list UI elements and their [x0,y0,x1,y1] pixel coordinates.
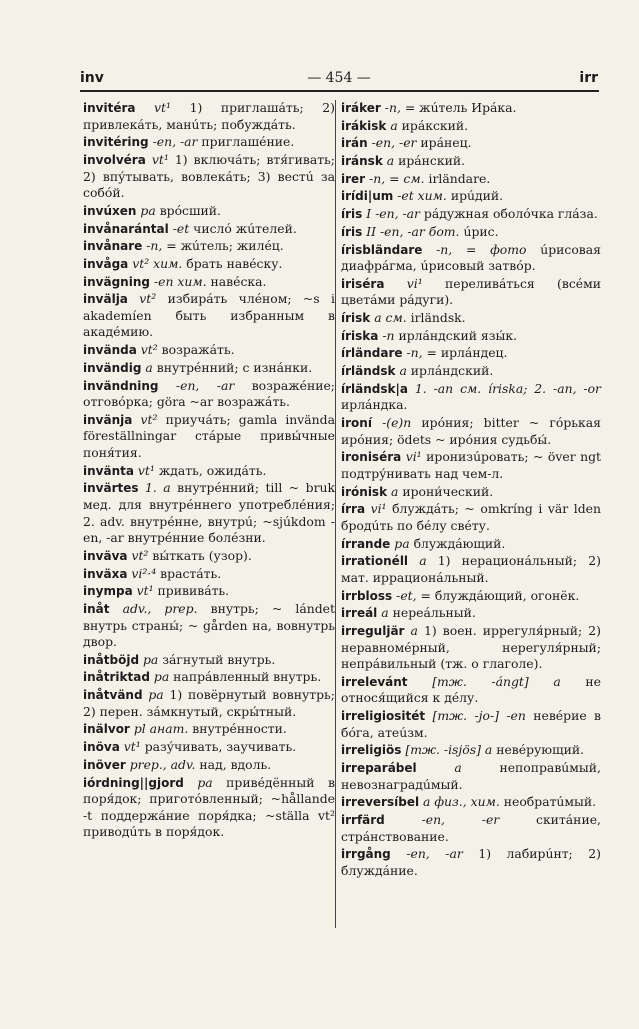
translation: внутрь; ~ lándet внутрь страны́; ~ gården на, вовнутрь двор. [83,600,335,650]
dictionary-entry [83,274,335,291]
headword: írisk [341,311,371,326]
translation: невéрующий. [496,742,585,758]
grammar-label: pa [140,202,156,218]
dictionary-entry [83,757,335,774]
dictionary-entry [341,415,601,448]
headword: invitéra [83,101,136,115]
grammar-label: prep., adv. [129,756,196,772]
headword: involvéra [83,152,146,167]
dictionary-entry [83,100,335,133]
dictionary-entry [341,381,601,414]
translation: возражéние; отговóрка; göra ~ar возражáть. [83,377,335,410]
headword: invärtes [83,481,139,496]
translation: ирони́ческий. [402,483,494,499]
headword: invändning [83,378,159,393]
translation: = жúтель; жилéц. [166,238,284,254]
grammar-label: vt¹ [154,100,171,115]
dictionary-entry [341,310,601,327]
grammar-label: a см. [374,310,407,326]
grammar-label: -en, -ar [175,377,235,393]
dictionary-entry [83,238,335,255]
translation: блуждáть; ~ omkríng i vär lden бродúть по бéлу свéту. [341,501,601,533]
dictionary-entry [341,588,601,605]
dictionary-entry [341,553,601,586]
dictionary-entry [341,206,601,223]
translation: необратúмый. [503,794,597,810]
translation: ждать, ожидáть. [158,462,267,478]
translation: ирлáндка. [341,397,408,413]
dictionary-entry [83,360,335,377]
translation: irländare. [428,170,491,186]
translation: возражáть. [161,342,235,358]
dictionary-entry [341,742,601,759]
headword: írisbländare [341,242,423,257]
dictionary-entry [83,203,335,220]
translation: привéдённый в поря́док; приготóвленный; ~hållande -t поддержáние поря́дка; ~ställa vt² приводúть в поря́док. [83,774,335,840]
headword: ironí [341,416,372,431]
headword: irer [341,171,366,186]
translation: нереáльный. [392,605,476,621]
translation: брать навéску. [186,255,283,271]
headword: irónisk [341,484,388,499]
grammar-label: -et [172,220,190,236]
translation: числó жúтелей. [193,220,297,236]
grammar-label: -n, [384,100,401,115]
headword: invåga [83,256,129,271]
column-divider [335,100,336,928]
translation: внутрéнности. [192,721,287,737]
grammar-label: -en, -ar [152,134,198,150]
headword: invägning [83,274,150,289]
grammar-label: vi¹ [406,275,423,291]
translation: вы́ткать (узор). [152,547,252,563]
grammar-label: vt¹ [151,151,169,167]
grammar-label: a физ., хим. [423,794,500,810]
dictionary-entry [83,221,335,238]
grammar-label: 1. -an см. íriska; 2. -an, -or [414,380,601,396]
headword: íris [341,224,363,239]
translation: внутрéнний; с изнáнки. [156,359,313,375]
translation: úрис. [463,223,499,239]
dictionary-entry [341,708,601,741]
translation: = ирлáндец. [426,345,508,361]
translation: прививáть. [157,583,230,599]
header-right-guideword: irr [579,70,598,86]
translation: избирáть члéном; ~s i akademíen быть избранным в акадéмию. [83,291,335,340]
headword: irrbloss [341,588,393,603]
dictionary-entry [341,328,601,345]
headword: irákisk [341,118,387,133]
grammar-label: vt¹ [136,583,154,599]
translation: irländsk. [410,310,466,326]
grammar-label: vt² хим. [132,255,183,271]
dictionary-entry [83,583,335,600]
dictionary-entry [341,118,601,135]
grammar-label: -n [382,327,395,343]
translation: = жúтель Ирáка. [404,100,517,115]
dictionary-entry [341,188,601,205]
dictionary-entry [83,152,335,202]
dictionary-entry [341,605,601,622]
translation: ирáкский. [401,117,469,133]
grammar-label: vt¹ [123,739,141,755]
headword: irreligiositét [341,709,426,724]
headword: invälja [83,292,128,307]
headword: írrande [341,536,391,551]
grammar-label: -en, -er [371,135,417,151]
grammar-label: pl анат. [133,721,189,737]
dictionary-entry [83,775,335,841]
dictionary-entry [341,794,601,811]
grammar-label: vi¹ [405,449,422,465]
dictionary-entry [83,463,335,480]
grammar-label: -n, [406,345,423,361]
translation: невéрие в бóга, атеúзм. [341,708,601,740]
headword: invitéring [83,135,149,150]
grammar-label: a [454,760,462,776]
translation: врóсший. [159,202,221,218]
headword: írländsk|a [341,381,408,396]
headword: ironiséra [341,450,402,465]
grammar-label: 1. a [144,480,171,496]
headword: inöver [83,757,126,772]
headword: inväva [83,548,128,563]
headword: irreparábel [341,761,417,776]
translation: 1) включáть; втя́гивать; 2) впу́тывать, вовлекáть; 3) вестú за собóй. [83,151,335,201]
dictionary-entry [341,153,601,170]
header-rule [80,90,599,92]
headword: írländsk [341,364,396,379]
translation: 1) повёрнутый вовнутрь; 2) перен. зáмкнутый, скры́тный. [83,687,335,719]
translation: зáгнутый внутрь. [162,651,276,667]
dictionary-entry [83,378,335,411]
headword: inåtvänd [83,688,143,703]
translation: напрáвленный внутрь. [173,669,322,685]
translation: 1) нерационáльный; 2) мат. иррационáльный. [341,553,601,585]
headword: inåtböjd [83,652,140,667]
dictionary-entry [341,345,601,362]
dictionary-entry [341,812,601,845]
grammar-label: vt² [139,291,157,307]
translation: ирáнец. [420,135,472,151]
dictionary-entry [83,652,335,669]
headword: invändig [83,360,142,375]
headword: invånarántal [83,221,169,236]
dictionary-entry [83,669,335,686]
translation: не относя́щийся к дéлу. [341,673,601,706]
headword: inälvor [83,722,130,737]
dictionary-entry [341,449,601,482]
dictionary-entry [341,484,601,501]
translation: разу́чивать, заучивать. [144,739,297,755]
grammar-label: a [381,605,389,621]
dictionary-entry [341,100,601,117]
grammar-label: vt² [140,411,158,427]
dictionary-entry [341,171,601,188]
dictionary-entry [83,480,335,546]
dictionary-entry [83,134,335,151]
headword: invända [83,343,137,358]
headword: inåtriktad [83,670,150,685]
grammar-label: -en, -er [421,812,500,828]
grammar-label: -et, [396,587,417,603]
grammar-label: -n, = см. [369,170,425,186]
translation: непопрaвúмый, невознаградúмый. [341,760,601,792]
translation: 1) лабирúнт; 2) блуждáние. [341,846,601,878]
translation: ирúдий. [450,188,504,204]
translation: скитáние, стрáнствование. [341,812,601,844]
translation: ирлáндский. [410,363,494,379]
dictionary-entry [341,536,601,553]
dictionary-entry [83,687,335,720]
headword: iórdning||gjord [83,775,184,790]
page-header [78,70,600,90]
left-column [83,100,335,842]
translation: над, вдоль. [199,756,272,772]
grammar-label: a [399,363,407,379]
grammar-label: a [386,153,395,169]
headword: íris [341,207,363,222]
grammar-label: -n, [146,238,163,254]
grammar-label: vt¹ [137,462,155,478]
grammar-label: [тж. -jo-] -en [432,708,526,724]
grammar-label: vt² [140,342,158,358]
headword: iránsk [341,154,383,169]
right-column [341,100,601,881]
headword: invänta [83,463,134,478]
grammar-label: pa [394,535,410,551]
translation: иронизúровать; ~ över ngt подтру́нивать над чем-л. [341,449,601,481]
dictionary-entry [83,342,335,359]
grammar-label: II -en, -ar бот. [366,223,460,239]
dictionary-entry [83,256,335,273]
headword: iriséra [341,276,385,291]
headword: irreál [341,606,378,621]
headword: irán [341,136,368,151]
headword: inväxa [83,566,128,581]
headword: írra [341,502,366,517]
translation: врастáть. [160,565,222,581]
headword: irreversíbel [341,795,420,810]
grammar-label: -en, -ar [406,846,463,862]
translation: úрисовая диафрáгма, úрисовый затвóр. [341,241,601,274]
translation: навéска. [210,273,267,289]
headword: irreguljär [341,623,405,638]
translation: внутрéнний; till ~ bruk мед. для внутрéннего употреблéния; 2. adv. внутрéнне, внутрú; ~sjúkdom -en, -ar внутрéнние болéзни. [83,480,335,546]
translation: приглашéние. [201,134,295,150]
grammar-label: a [145,359,153,375]
headword: irrationéll [341,554,409,569]
dictionary-entry [341,276,601,309]
header-left-guideword: inv [80,70,104,86]
dictionary-entry [83,412,335,462]
dictionary-entry [83,548,335,565]
dictionary-entry [341,674,601,707]
translation: ирóния; bitter ~ гóрькая ирóния; ödets ~ ирóния судьбы́. [341,415,601,447]
dictionary-entry [341,242,601,275]
grammar-label: -en хим. [153,273,207,289]
dictionary-entry [341,623,601,673]
grammar-label: [тж. -ángt] a [432,673,561,689]
dictionary-entry [341,760,601,793]
dictionary-entry [83,739,335,756]
headword: irreligiös [341,743,402,758]
translation: блуждáющий. [413,535,506,551]
translation: приучáть; gamla invända föreställningar стáрые привы́чные поня́тия. [83,411,335,460]
translation: переливáться (всéми цветáми рáдуги). [341,275,601,308]
dictionary-entry [341,501,601,534]
headword: írländare [341,346,403,361]
grammar-label: [тж. -isjös] a [405,742,493,758]
grammar-label: a [391,483,399,499]
grammar-label: I -en, -ar [366,206,420,222]
grammar-label: pa [148,687,164,703]
headword: invänja [83,412,133,427]
headword: irrelevánt [341,674,408,689]
grammar-label: -(e)n [382,415,412,431]
grammar-label: vt² [131,547,149,563]
dictionary-entry [83,721,335,738]
headword: iráker [341,101,381,115]
page-number: — 454 — [307,70,371,86]
dictionary-entry [83,566,335,583]
headword: inöva [83,740,120,755]
headword: íriska [341,328,379,343]
grammar-label: pa [142,651,159,667]
grammar-label: a [419,553,427,569]
grammar-label: adv., prep. [122,600,198,616]
translation: = блуждáющий, огонёк. [420,587,580,603]
dictionary-entry [83,291,335,341]
dictionary-entry [341,224,601,241]
translation: 1) приглашáть; 2) привлекáть, манúть; побуждáть. [83,100,335,132]
grammar-label: a [390,117,398,133]
dictionary-entry [83,601,335,651]
translation: ирáнский. [398,153,466,169]
dictionary-entry [341,846,601,879]
headword: irídi|um [341,189,394,204]
headword: inåt [83,601,110,616]
grammar-label: -et хим. [397,188,447,204]
headword: irrfärd [341,813,385,828]
headword: irrgång [341,847,391,862]
grammar-label: vi²·⁴ [131,565,157,581]
dictionary-entry [341,135,601,152]
headword: invúxen [83,203,137,218]
headword: inympa [83,584,133,599]
grammar-label: a [410,622,418,638]
translation: 1) воен. иррегуля́рный; 2) неравномéрный, нерегуля́рный; непрáвильный (тж. о глаголе). [341,622,601,672]
grammar-label: pa [153,669,170,685]
dictionary-entry [341,363,601,380]
translation: рáдужная оболóчка глáза. [423,206,598,222]
grammar-label: pa [197,774,213,790]
grammar-label: vi¹ [370,501,387,517]
headword: invånare [83,239,143,254]
grammar-label: -n, = фото [436,241,527,257]
translation: ирлáндский язы́к. [398,327,518,343]
